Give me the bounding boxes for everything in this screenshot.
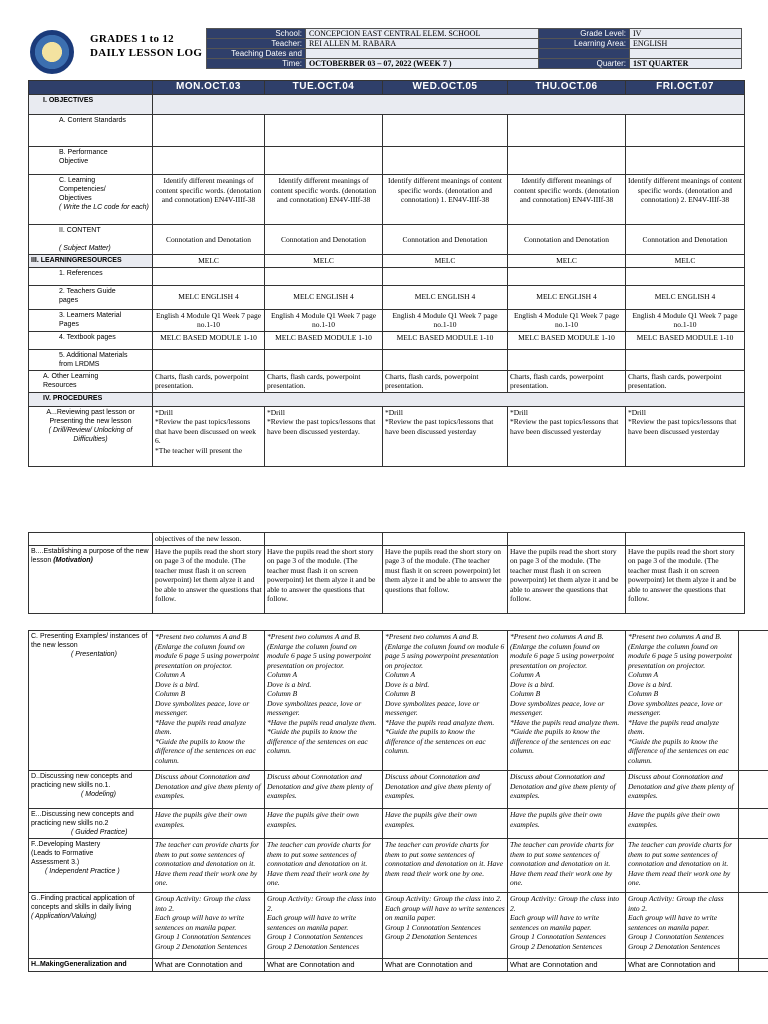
presenting-cell: *Present two columns A and B. (Enlarge the column found on module 6 page 5 using powerpoint presentation on projector. Column A Dove is a bird. Column B Dove symbolizes peace, love or messenger. *Have the pupils read analyze them. *Guide the pupils to know the difference of the sentences on eac column.	[383, 631, 508, 771]
review-label: A...Reviewing past lesson or Presenting the new lesson	[46, 408, 135, 425]
other-resources-label: A. Other Learning Resources	[29, 370, 153, 392]
application-cell: Group Activity: Group the class into 2. Each group will have to write sentences on manila paper. Group 1 Connotation Sentences Group 2 Denotation Sentences	[265, 893, 383, 959]
day-header: FRI.OCT.07	[626, 81, 745, 95]
form-title	[90, 32, 202, 60]
grade-value: IV	[630, 29, 742, 39]
teacher-value: REI ALLEN M. RABARA	[306, 39, 550, 49]
other-resources-cell: Charts, flash cards, powerpoint presentation.	[383, 370, 508, 392]
content-standards-label: A. Content Standards	[29, 115, 153, 147]
application-cell: Group Activity: Group the class into 2. Each group will have to write sentences on manila paper. Group 1 Connotation Sentences Group 2 Denotation Sentences	[508, 893, 626, 959]
mastery-cell: The teacher can provide charts for them to put some sentences of connotation and denotation on it. Have them read their work one by one.	[626, 839, 739, 893]
application-note: ( Application/Valuing)	[31, 913, 97, 920]
performance-label: B. Performance Objective	[29, 147, 153, 175]
content-cell: Connotation and Denotation	[508, 225, 626, 255]
presenting-note: ( Presentation)	[71, 651, 117, 658]
objectives-heading: I. OBJECTIVES	[29, 95, 153, 115]
review-cell: *Drill *Review the past topics/lessons that have been discussed yesterday	[626, 406, 745, 466]
other-resources-cell: Charts, flash cards, powerpoint presentation.	[508, 370, 626, 392]
teachers-guide-cell: MELC ENGLISH 4	[626, 285, 745, 309]
dates-label-2: Time:	[207, 59, 306, 69]
discussing1-row	[29, 771, 768, 809]
textbook-cell: MELC BASED MODULE 1-10	[626, 331, 745, 349]
page-header	[28, 28, 768, 74]
generalization-label: H..MakingGeneralization and	[29, 959, 153, 972]
discussing1-label: D..Discussing new concepts and practicing new skills no.1.	[31, 773, 133, 789]
review-continued-cell: objectives of the new lesson.	[153, 533, 265, 546]
review-cell: *Drill *Review the past topics/lessons that have been discussed on week 6. *The teacher will present the	[153, 406, 265, 466]
teachers-guide-cell: MELC ENGLISH 4	[265, 285, 383, 309]
discussing2-label: E...Discussing new concepts and practicing new skills no.2	[31, 811, 134, 827]
dates-value: OCTOBERBER 03 – 07, 2022 (WEEK 7 )	[306, 59, 550, 69]
learners-material-row	[29, 309, 745, 331]
competencies-row	[29, 175, 745, 225]
lesson-log-table-part3	[28, 630, 768, 972]
establish-cell: Have the pupils read the short story on page 3 of the module. (The teacher must flash it on screen powerpoint) let them alyze it and be able to answer the questions that follow.	[265, 545, 383, 613]
mastery-cell: The teacher can provide charts for them to put some sentences of connotation and denotation on it. Have them read their work one by one.	[265, 839, 383, 893]
textbook-cell: MELC BASED MODULE 1-10	[508, 331, 626, 349]
discussing1-cell: Discuss about Connotation and Denotation and give them plenty of examples.	[383, 771, 508, 809]
review-cell: *Drill *Review the past topics/lessons that have been discussed yesterday	[383, 406, 508, 466]
application-row	[29, 893, 768, 959]
content-label: II. CONTENT	[59, 227, 101, 234]
resources-cell: MELC	[626, 255, 745, 268]
presenting-cell: *Present two columns A and B (Enlarge the column found on module 6 page 5 using powerpoint presentation on projector. Column A Dove is a bird. Column B Dove symbolizes peace, love or messenger. *Have the pupils read analyze them. *Guide the pupils to know the difference of the sentences on eac column.	[153, 631, 265, 771]
additional-materials-label: 5. Additional Materials from LRDMS	[29, 349, 153, 370]
establish-cell: Have the pupils read the short story on page 3 of the module. (The teacher must flash it on screen powerpoint) let them alyze it and be able to answer the questions that follow.	[626, 545, 745, 613]
teachers-guide-label: 2. Teachers Guide pages	[29, 285, 153, 309]
mastery-row	[29, 839, 768, 893]
generalization-row	[29, 959, 768, 972]
learners-material-label: 3. Learners Material Pages	[29, 309, 153, 331]
additional-materials-row	[29, 349, 745, 370]
day-header: THU.OCT.06	[508, 81, 626, 95]
competency-cell: Identify different meanings of content specific words. (denotation and connotation) 1. EN4V-IIIf-38	[383, 175, 508, 225]
day-header: TUE.OCT.04	[265, 81, 383, 95]
presenting-label: C. Presenting Examples/ instances of the new lesson	[31, 633, 148, 649]
quarter-value: 1ST QUARTER	[630, 59, 742, 69]
competency-cell: Identify different meanings of content specific words. (denotation and connotation) EN4V-IIIf-38	[508, 175, 626, 225]
generalization-cell: What are Connotation and	[153, 959, 265, 972]
other-resources-cell: Charts, flash cards, powerpoint presentation.	[153, 370, 265, 392]
procedures-row	[29, 392, 745, 406]
deped-seal-logo	[30, 30, 74, 74]
establish-row	[29, 545, 745, 613]
lesson-log-table-part2	[28, 532, 745, 614]
learners-material-cell: English 4 Module Q1 Week 7 page no.1-10	[265, 309, 383, 331]
presenting-cell: *Present two columns A and B. (Enlarge the column found on module 6 page 5 using powerpoint presentation on projector. Column A Dove is a bird. Column B Dove symbolizes peace, love or messenger. *Have the pupils read analyze them. *Guide the pupils to know the difference of the sentences on eac column.	[508, 631, 626, 771]
school-label: School:	[207, 29, 306, 39]
competency-cell: Identify different meanings of content specific words. (denotation and connotation) EN4V-IIIf-38	[265, 175, 383, 225]
competencies-note: ( Write the LC code for each)	[59, 204, 149, 211]
references-row	[29, 267, 745, 285]
school-value: CONCEPCION EAST CENTRAL ELEM. SCHOOL	[306, 29, 550, 39]
content-row	[29, 225, 745, 255]
discussing2-cell: Have the pupils give their own examples.	[265, 809, 383, 839]
establish-label: B....Establishing a purpose of the new lesson	[31, 547, 149, 564]
objectives-row	[29, 95, 745, 115]
resources-cell: MELC	[383, 255, 508, 268]
area-label: Learning Area:	[539, 39, 630, 49]
dates-label-1: Teaching Dates and	[207, 49, 306, 59]
quarter-label: Quarter:	[539, 59, 630, 69]
review-cell: *Drill *Review the past topics/lessons that have been discussed yesterday	[508, 406, 626, 466]
mastery-cell: The teacher can provide charts for them to put some sentences of connotation and denotation on it. Have them read their work one by one.	[383, 839, 508, 893]
discussing2-cell: Have the pupils give their own examples.	[508, 809, 626, 839]
discussing2-cell: Have the pupils give their own examples.	[153, 809, 265, 839]
competency-cell: Identify different meanings of content specific words. (denotation and connotation) EN4V-IIIf-38	[153, 175, 265, 225]
area-value: ENGLISH	[630, 39, 742, 49]
learners-material-cell: English 4 Module Q1 Week 7 page no.1-10	[626, 309, 745, 331]
content-cell: Connotation and Denotation	[626, 225, 745, 255]
discussing2-cell: Have the pupils give their own examples.	[626, 809, 739, 839]
review-row	[29, 406, 745, 466]
establish-cell: Have the pupils read the short story on page 3 of the module. (The teacher must flash it on screen powerpoint) let them alyze it and be able to answer the questions that follow.	[383, 545, 508, 613]
presenting-cell: *Present two columns A and B. (Enlarge the column found on module 6 page 5 using powerpoint presentation on projector. Column A Dove is a bird. Column B Dove symbolizes peace, love or messenger. *Have the pupils read analyze them. *Guide the pupils to know the difference of the sentences on eac column.	[265, 631, 383, 771]
other-resources-row	[29, 370, 745, 392]
day-header: MON.OCT.03	[153, 81, 265, 95]
resources-heading: III. LEARNINGRESOURCES	[29, 255, 153, 268]
header-info-right	[538, 28, 742, 69]
textbook-row	[29, 331, 745, 349]
teachers-guide-cell: MELC ENGLISH 4	[383, 285, 508, 309]
mastery-cell: The teacher can provide charts for them to put some sentences of connotation and denotation on it. Have them read their work one by one.	[508, 839, 626, 893]
discussing1-cell: Discuss about Connotation and Denotation and give them plenty of examples.	[265, 771, 383, 809]
textbook-cell: MELC BASED MODULE 1-10	[265, 331, 383, 349]
content-cell: Connotation and Denotation	[383, 225, 508, 255]
title-line1: GRADES 1 to 12	[90, 33, 174, 45]
resources-row	[29, 255, 745, 268]
textbook-cell: MELC BASED MODULE 1-10	[153, 331, 265, 349]
application-cell: Group Activity: Group the class into 2. Each group will have to write sentences on manila paper. Group 1 Connotation Sentences Group 2 Denotation Sentences	[383, 893, 508, 959]
competency-cell: Identify different meanings of content specific words. (denotation and connotation) 2. EN4V-IIIf-38	[626, 175, 745, 225]
discussing1-cell: Discuss about Connotation and Denotation and give them plenty of examples.	[508, 771, 626, 809]
textbook-label: 4. Textbook pages	[29, 331, 153, 349]
discussing1-note: ( Modeling)	[81, 791, 117, 798]
review-cell: *Drill *Review the past topics/lessons that have been discussed yesterday.	[265, 406, 383, 466]
application-cell: Group Activity: Group the class into 2. Each group will have to write sentences on manila paper. Group 1 Connotation Sentences Group 2 Denotation Sentences	[153, 893, 265, 959]
establish-note: (Motivation)	[53, 556, 93, 564]
establish-cell: Have the pupils read the short story on page 3 of the module. (The teacher must flash it on screen powerpoint) let them alyze it and be able to answer the questions that follow.	[508, 545, 626, 613]
resources-cell: MELC	[508, 255, 626, 268]
learners-material-cell: English 4 Module Q1 Week 7 page no.1-10	[383, 309, 508, 331]
teacher-label: Teacher:	[207, 39, 306, 49]
discussing1-cell: Discuss about Connotation and Denotation and give them plenty of examples.	[626, 771, 739, 809]
teachers-guide-cell: MELC ENGLISH 4	[153, 285, 265, 309]
presenting-row	[29, 631, 768, 771]
grade-label: Grade Level:	[539, 29, 630, 39]
day-header-row	[29, 81, 745, 95]
day-header: WED.OCT.05	[383, 81, 508, 95]
review-continued-row	[29, 533, 745, 546]
header-info-left	[206, 28, 550, 69]
other-resources-cell: Charts, flash cards, powerpoint presentation.	[265, 370, 383, 392]
application-label: G..Finding practical application of concepts and skills in daily living	[31, 895, 135, 911]
teachers-guide-row	[29, 285, 745, 309]
discussing2-note: ( Guided Practice)	[71, 829, 128, 836]
resources-cell: MELC	[265, 255, 383, 268]
application-cell: Group Activity: Group the class into 2. Each group will have to write sentences on manila paper. Group 1 Connotation Sentences Group 2 Denotation Sentences	[626, 893, 739, 959]
discussing2-cell: Have the pupils give their own examples.	[383, 809, 508, 839]
learners-material-cell: English 4 Module Q1 Week 7 page no.1-10	[153, 309, 265, 331]
content-cell: Connotation and Denotation	[265, 225, 383, 255]
content-standards-row	[29, 115, 745, 147]
review-note: ( Drill/Review/ Unlocking of Difficulties)	[48, 426, 133, 443]
presenting-cell: *Present two columns A and B. (Enlarge the column found on module 6 page 5 using powerpoint presentation on projector. Column A Dove is a bird. Column B Dove symbolizes peace, love or messenger. *Have the pupils read analyze them. *Guide the pupils to know the difference of the sentences on eac column.	[626, 631, 739, 771]
competencies-label: C. Learning Competencies/ Objectives	[59, 177, 106, 202]
content-cell: Connotation and Denotation	[153, 225, 265, 255]
establish-cell: Have the pupils read the short story on page 3 of the module. (The teacher must flash it on screen powerpoint) let them alyze it and be able to answer the questions that follow.	[153, 545, 265, 613]
generalization-cell: What are Connotation and	[626, 959, 739, 972]
other-resources-cell: Charts, flash cards, powerpoint presentation.	[626, 370, 745, 392]
generalization-cell: What are Connotation and	[508, 959, 626, 972]
mastery-label: F..Developing Mastery (Leads to Formative Assessment 3.)	[31, 841, 101, 866]
learners-material-cell: English 4 Module Q1 Week 7 page no.1-10	[508, 309, 626, 331]
resources-cell: MELC	[153, 255, 265, 268]
discussing2-row	[29, 809, 768, 839]
mastery-note: ( Independent Practice )	[45, 868, 120, 875]
content-note: ( Subject Matter)	[59, 245, 111, 252]
mastery-cell: The teacher can provide charts for them to put some sentences of connotation and denotation on it. Have them read their work one by one.	[153, 839, 265, 893]
generalization-cell: What are Connotation and	[383, 959, 508, 972]
references-label: 1. References	[29, 267, 153, 285]
generalization-cell: What are Connotation and	[265, 959, 383, 972]
performance-row	[29, 147, 745, 175]
teachers-guide-cell: MELC ENGLISH 4	[508, 285, 626, 309]
textbook-cell: MELC BASED MODULE 1-10	[383, 331, 508, 349]
procedures-heading: IV. PROCEDURES	[29, 392, 153, 406]
discussing1-cell: Discuss about Connotation and Denotation and give them plenty of examples.	[153, 771, 265, 809]
title-line2: DAILY LESSON LOG	[90, 47, 203, 59]
lesson-log-table-part1	[28, 80, 745, 467]
